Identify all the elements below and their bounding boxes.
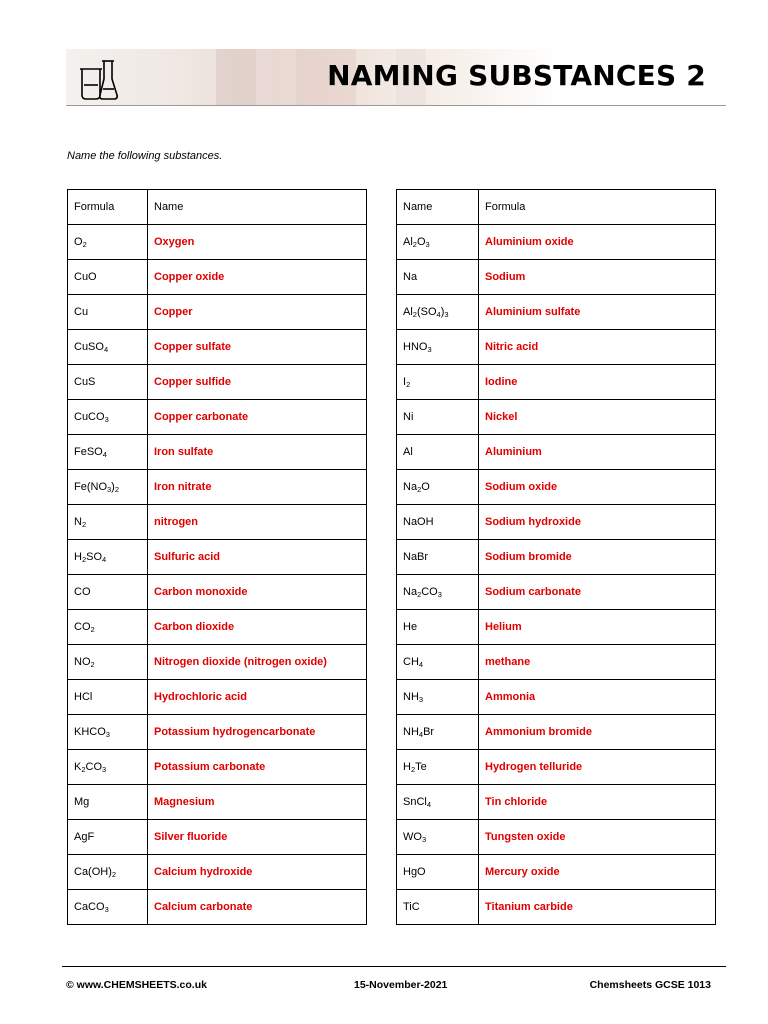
table-row: [397, 295, 716, 330]
formula-cell: [397, 365, 479, 400]
formula-text: O: [416, 236, 426, 248]
answer-name-cell: Copper: [148, 295, 367, 330]
formula-cell: [68, 785, 148, 820]
formula-cell: [397, 750, 479, 785]
answer-name-cell: Copper carbonate: [148, 400, 367, 435]
table-row: [68, 225, 367, 260]
formula-cell: [68, 330, 148, 365]
table-row: [397, 680, 716, 715]
table-row: [397, 890, 716, 925]
answer-name-cell: Mercury oxide: [479, 855, 716, 890]
answer-name-cell: Aluminium sulfate: [479, 295, 716, 330]
left-substances-table: [67, 189, 367, 925]
answer-name-cell: Tungsten oxide: [479, 820, 716, 855]
table-row: [68, 505, 367, 540]
formula-cell: [397, 225, 479, 260]
formula-text: CuCO: [74, 411, 105, 423]
formula-text: Ni: [403, 411, 414, 423]
table-row: [68, 540, 367, 575]
formula-cell: [68, 820, 148, 855]
right-substances-table: [396, 189, 716, 925]
footer-copyright: © www.CHEMSHEETS.co.uk: [66, 979, 207, 991]
answer-name-cell: Calcium hydroxide: [148, 855, 367, 890]
formula-cell: [68, 890, 148, 925]
answer-name-cell: Sodium oxide: [479, 470, 716, 505]
formula-cell: [397, 575, 479, 610]
formula-subscript: 3: [104, 415, 109, 424]
formula-text: N: [74, 516, 82, 528]
table-row: [68, 365, 367, 400]
answer-name-cell: Hydrochloric acid: [148, 680, 367, 715]
formula-subscript: 3: [425, 240, 430, 249]
formula-subscript: 2: [406, 380, 411, 389]
formula-subscript: 2: [114, 485, 120, 494]
answer-name-cell: Aluminium oxide: [479, 225, 716, 260]
table-row: [68, 400, 367, 435]
banner-background-glass: [216, 49, 256, 105]
answer-name-cell: Nitrogen dioxide (nitrogen oxide): [148, 645, 367, 680]
formula-text: CO: [421, 586, 438, 598]
answer-name-cell: Titanium carbide: [479, 890, 716, 925]
answer-name-cell: Potassium hydrogencarbonate: [148, 715, 367, 750]
formula-subscript: 2: [81, 520, 87, 529]
answer-name-cell: Sodium carbonate: [479, 575, 716, 610]
table-row: [68, 610, 367, 645]
formula-text: K: [74, 761, 82, 773]
formula-subscript: 2: [81, 555, 87, 564]
formula-text: NaBr: [403, 551, 429, 563]
table-row: [68, 575, 367, 610]
formula-text: Br: [423, 726, 435, 738]
table-row: [68, 330, 367, 365]
formula-text: NO: [74, 656, 91, 668]
table-row: [397, 645, 716, 680]
formula-text: CO: [85, 761, 103, 773]
formula-subscript: 4: [418, 730, 424, 739]
formula-text: AgF: [74, 831, 95, 843]
formula-subscript: 2: [417, 590, 422, 599]
answer-name-cell: Hydrogen telluride: [479, 750, 716, 785]
table-row: [68, 855, 367, 890]
table-row: [397, 225, 716, 260]
formula-cell: [68, 610, 148, 645]
answer-name-cell: Potassium carbonate: [148, 750, 367, 785]
answer-name-cell: Carbon dioxide: [148, 610, 367, 645]
formula-subscript: 4: [102, 555, 107, 564]
table-row: [68, 645, 367, 680]
formula-text: O: [421, 481, 430, 493]
formula-text: HgO: [403, 866, 426, 878]
formula-text: CO: [74, 586, 91, 598]
table-header-row: [68, 190, 367, 225]
formula-cell: [397, 470, 479, 505]
answer-name-cell: Copper oxide: [148, 260, 367, 295]
formula-cell: [68, 400, 148, 435]
table-row: [68, 260, 367, 295]
formula-text: H: [403, 761, 411, 773]
formula-cell: [397, 435, 479, 470]
formula-cell: [68, 505, 148, 540]
answer-name-cell: Ammonia: [479, 680, 716, 715]
table-row: [68, 435, 367, 470]
formula-cell: [397, 295, 479, 330]
formula-text: CuS: [74, 376, 96, 388]
answer-name-cell: Copper sulfate: [148, 330, 367, 365]
formula-text: CuO: [74, 271, 97, 283]
formula-text: Al: [403, 306, 413, 318]
formula-subscript: 4: [103, 345, 109, 354]
formula-cell: [68, 225, 148, 260]
formula-cell: [68, 575, 148, 610]
answer-name-cell: Aluminium: [479, 435, 716, 470]
table-row: [397, 715, 716, 750]
formula-subscript: 3: [444, 310, 449, 319]
column-header-formula: Formula: [68, 190, 148, 225]
formula-cell: [397, 330, 479, 365]
table-row: [68, 680, 367, 715]
answer-name-cell: Sodium: [479, 260, 716, 295]
answer-name-cell: Magnesium: [148, 785, 367, 820]
formula-subscript: 2: [111, 870, 117, 879]
formula-subscript: 2: [410, 765, 416, 774]
answer-name-cell: methane: [479, 645, 716, 680]
formula-text: Mg: [74, 796, 90, 808]
formula-text: CaCO: [74, 901, 105, 913]
formula-cell: [397, 785, 479, 820]
formula-cell: [397, 680, 479, 715]
formula-text: WO: [403, 831, 422, 843]
formula-text: HCl: [74, 691, 93, 703]
page-title: NAMING SUBSTANCES 2: [327, 59, 706, 92]
formula-subscript: 3: [104, 905, 109, 914]
formula-cell: [68, 715, 148, 750]
formula-cell: [397, 400, 479, 435]
formula-text: Ca(OH): [74, 866, 112, 878]
formula-text: O: [74, 236, 83, 248]
footer-date: 15-November-2021: [354, 979, 448, 991]
answer-name-cell: Tin chloride: [479, 785, 716, 820]
formula-cell: [68, 365, 148, 400]
table-row: [397, 785, 716, 820]
table-row: [397, 330, 716, 365]
formula-subscript: 3: [102, 765, 107, 774]
answer-name-cell: Copper sulfide: [148, 365, 367, 400]
formula-subscript: 2: [412, 310, 417, 319]
answer-name-cell: Iodine: [479, 365, 716, 400]
formula-subscript: 3: [421, 835, 427, 844]
formula-subscript: 3: [418, 695, 424, 704]
answer-name-cell: Calcium carbonate: [148, 890, 367, 925]
formula-text: CH: [403, 656, 419, 668]
formula-cell: [397, 820, 479, 855]
answer-name-cell: Carbon monoxide: [148, 575, 367, 610]
formula-text: Na: [403, 271, 418, 283]
formula-cell: [68, 295, 148, 330]
formula-text: ): [440, 306, 445, 318]
formula-subscript: 3: [427, 345, 432, 354]
table-row: [397, 365, 716, 400]
column-header-name: Name: [148, 190, 367, 225]
formula-text: (SO: [416, 306, 437, 318]
formula-subscript: 2: [412, 240, 417, 249]
formula-cell: [68, 750, 148, 785]
formula-cell: [397, 645, 479, 680]
table-row: [397, 610, 716, 645]
table-row: [68, 715, 367, 750]
formula-subscript: 2: [90, 625, 95, 634]
table-row: [397, 260, 716, 295]
column-header-formula: Formula: [479, 190, 716, 225]
formula-cell: [397, 715, 479, 750]
formula-text: ): [111, 481, 115, 493]
formula-subscript: 4: [426, 800, 432, 809]
table-row: [68, 295, 367, 330]
formula-text: Al: [403, 446, 413, 458]
formula-cell: [397, 505, 479, 540]
column-header-name: Name: [397, 190, 479, 225]
formula-text: I: [403, 376, 407, 388]
formula-text: Al: [403, 236, 413, 248]
answer-name-cell: Sodium bromide: [479, 540, 716, 575]
formula-cell: [68, 435, 148, 470]
answer-name-cell: Ammonium bromide: [479, 715, 716, 750]
instruction-text: Name the following substances.: [67, 150, 223, 162]
table-row: [397, 750, 716, 785]
table-row: [397, 505, 716, 540]
formula-text: Na: [403, 586, 418, 598]
formula-text: He: [403, 621, 418, 633]
formula-cell: [397, 890, 479, 925]
table-row: [68, 470, 367, 505]
formula-subscript: 3: [107, 485, 112, 494]
formula-cell: [68, 855, 148, 890]
table-row: [68, 785, 367, 820]
formula-text: NH: [403, 726, 419, 738]
table-header-row: [397, 190, 716, 225]
formula-cell: [397, 855, 479, 890]
table-row: [68, 890, 367, 925]
formula-text: TiC: [403, 901, 420, 913]
answer-name-cell: Iron nitrate: [148, 470, 367, 505]
formula-text: Te: [415, 761, 427, 773]
formula-text: Fe(NO: [74, 481, 107, 493]
formula-text: CO: [74, 621, 91, 633]
answer-name-cell: nitrogen: [148, 505, 367, 540]
answer-name-cell: Helium: [479, 610, 716, 645]
table-row: [397, 575, 716, 610]
formula-cell: [68, 645, 148, 680]
formula-text: SnCl: [403, 796, 427, 808]
formula-text: HNO: [403, 341, 428, 353]
formula-text: Na: [403, 481, 418, 493]
formula-subscript: 2: [90, 660, 95, 669]
answer-name-cell: Sulfuric acid: [148, 540, 367, 575]
answer-name-cell: Nickel: [479, 400, 716, 435]
footer-sheet-code: Chemsheets GCSE 1013: [589, 979, 711, 991]
formula-subscript: 4: [436, 310, 441, 319]
answer-name-cell: Silver fluoride: [148, 820, 367, 855]
formula-cell: [68, 680, 148, 715]
formula-subscript: 3: [437, 590, 442, 599]
formula-cell: [397, 540, 479, 575]
formula-subscript: 2: [82, 240, 87, 249]
footer-divider: [62, 966, 726, 967]
formula-subscript: 3: [105, 730, 110, 739]
header-banner: [66, 49, 726, 106]
formula-text: NH: [403, 691, 419, 703]
table-row: [397, 400, 716, 435]
formula-text: CuSO: [74, 341, 104, 353]
table-row: [68, 750, 367, 785]
formula-subscript: 4: [102, 450, 107, 459]
answer-name-cell: Iron sulfate: [148, 435, 367, 470]
formula-text: H: [74, 551, 82, 563]
answer-name-cell: Nitric acid: [479, 330, 716, 365]
formula-text: KHCO: [74, 726, 106, 738]
formula-cell: [68, 260, 148, 295]
table-row: [397, 435, 716, 470]
formula-text: NaOH: [403, 516, 434, 528]
answer-name-cell: Sodium hydroxide: [479, 505, 716, 540]
formula-text: Cu: [74, 306, 89, 318]
formula-subscript: 2: [81, 765, 86, 774]
table-row: [397, 540, 716, 575]
table-row: [397, 820, 716, 855]
formula-subscript: 4: [418, 660, 424, 669]
formula-text: SO: [86, 551, 103, 563]
formula-cell: [397, 260, 479, 295]
formula-cell: [68, 470, 148, 505]
table-row: [397, 470, 716, 505]
table-row: [68, 820, 367, 855]
formula-subscript: 2: [417, 485, 422, 494]
formula-text: FeSO: [74, 446, 103, 458]
lab-glassware-logo-icon: [74, 55, 124, 101]
answer-name-cell: Oxygen: [148, 225, 367, 260]
formula-cell: [68, 540, 148, 575]
formula-cell: [397, 610, 479, 645]
table-row: [397, 855, 716, 890]
